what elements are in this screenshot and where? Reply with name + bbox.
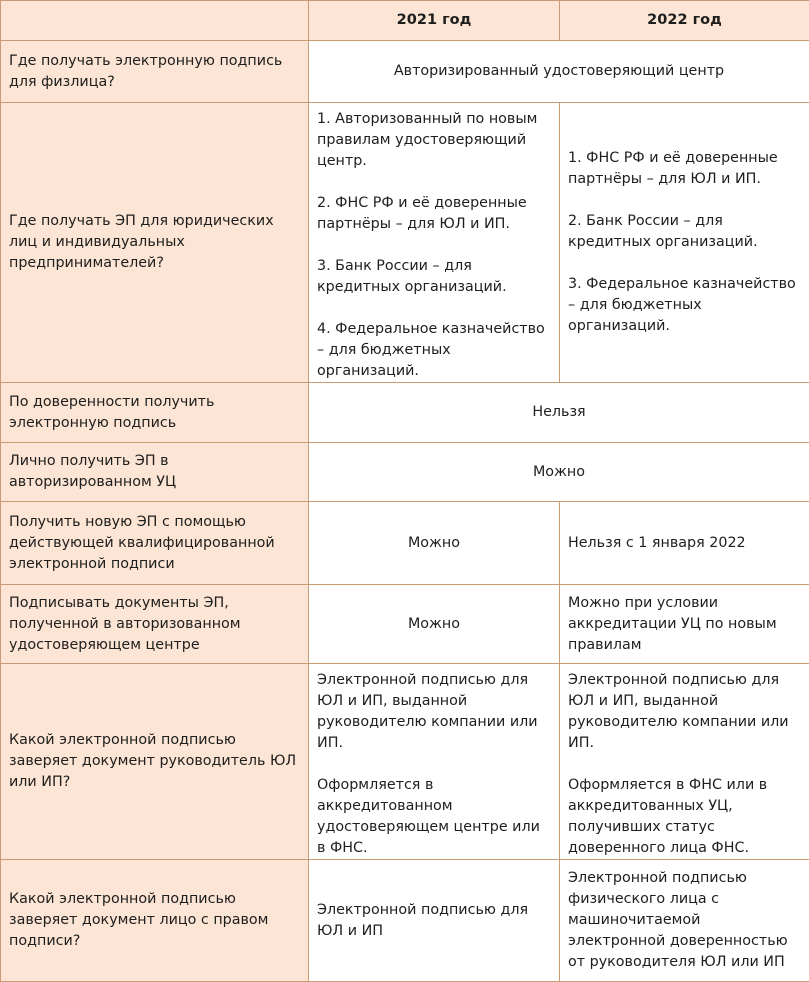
answer-2022 [560,103,809,383]
table-row [1,383,809,443]
answer-2022: Нельзя с 1 января 2022 [560,502,809,585]
table-row [1,103,809,383]
answer-paragraph: Оформляется в ФНС или в аккредитованных УЦ, получивших статус доверенного лица ФНС. [568,775,801,859]
table-row [1,502,809,585]
answer-paragraph: 1. Авторизованный по новым правилам удостоверяющий центр. [317,109,551,172]
header-row [1,1,809,41]
answer-2022: Электронной подписью физического лица с машиночитаемой электронной доверенностью от руководителя ЮЛ или ИП [560,860,809,982]
question-cell: Получить новую ЭП с помощью действующей квалифицированной электронной подписи [1,502,309,585]
question-cell: Где получать электронную подпись для физлица? [1,41,309,103]
question-cell: Где получать ЭП для юридических лиц и индивидуальных предпринимателей? [1,103,309,383]
question-cell: Лично получить ЭП в авторизированном УЦ [1,443,309,502]
answer-paragraph: 2. Банк России – для кредитных организаций. [568,211,801,253]
table-row [1,443,809,502]
answer-2021: Можно [309,502,560,585]
question-cell: Какой электронной подписью заверяет документ лицо с правом подписи? [1,860,309,982]
answer-paragraph: 3. Банк России – для кредитных организаций. [317,256,551,298]
table-row [1,585,809,664]
table-row [1,41,809,103]
header-2022: 2022 год [560,1,809,41]
answer-2021 [309,664,560,860]
answer-paragraph: Оформляется в аккредитованном удостоверяющем центре или в ФНС. [317,775,551,859]
question-cell: Подписывать документы ЭП, полученной в авторизованном удостоверяющем центре [1,585,309,664]
answer-paragraph: 3. Федеральное казначейство – для бюджетных организаций. [568,274,801,337]
answer-merged: Нельзя [309,383,809,443]
question-cell: Какой электронной подписью заверяет документ руководитель ЮЛ или ИП? [1,664,309,860]
answer-2021: Можно [309,585,560,664]
answer-2021 [309,103,560,383]
answer-2022 [560,664,809,860]
table-row [1,860,809,982]
header-corner [1,1,309,41]
header-2021: 2021 год [309,1,560,41]
answer-merged: Авторизированный удостоверяющий центр [309,41,809,103]
answer-2021: Электронной подписью для ЮЛ и ИП [309,860,560,982]
answer-paragraph: 2. ФНС РФ и её доверенные партнёры – для ЮЛ и ИП. [317,193,551,235]
answer-2022: Можно при условии аккредитации УЦ по новым правилам [560,585,809,664]
answer-paragraph: Электронной подписью для ЮЛ и ИП, выданной руководителю компании или ИП. [317,670,551,754]
answer-paragraph: 4. Федеральное казначейство – для бюджетных организаций. [317,319,551,382]
table-row [1,664,809,860]
answer-paragraph: 1. ФНС РФ и её доверенные партнёры – для ЮЛ и ИП. [568,148,801,190]
answer-paragraph: Электронной подписью для ЮЛ и ИП, выданной руководителю компании или ИП. [568,670,801,754]
question-cell: По доверенности получить электронную подпись [1,383,309,443]
answer-merged: Можно [309,443,809,502]
